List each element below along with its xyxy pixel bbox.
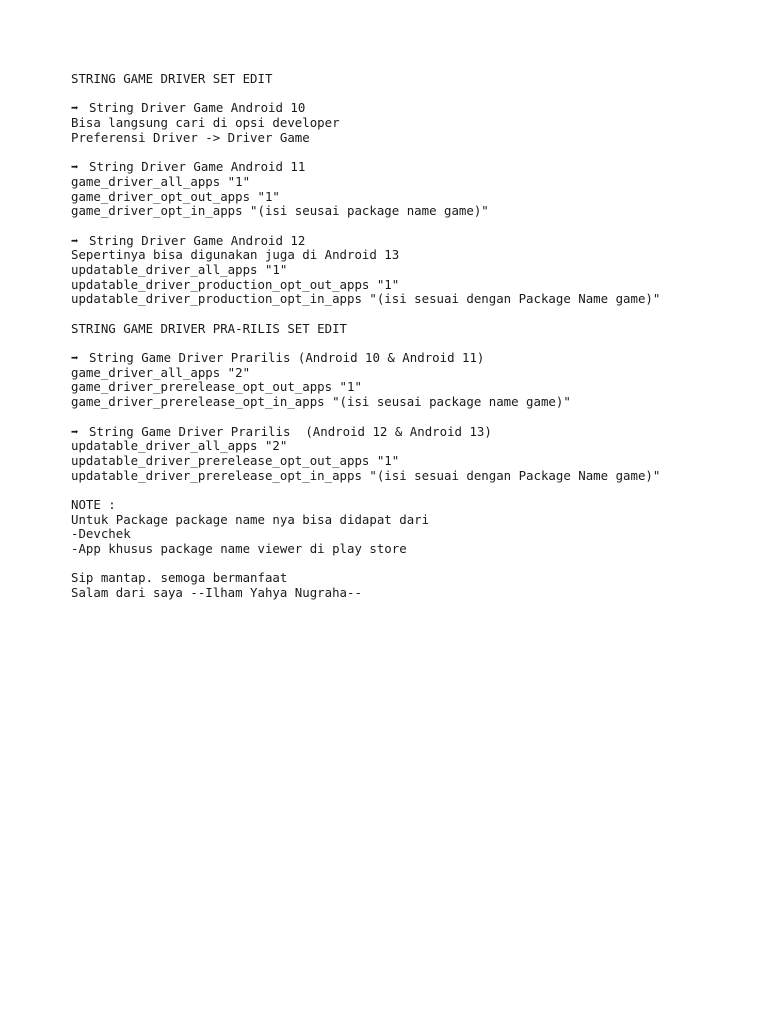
closing-line: Sip mantap. semoga bermanfaat — [71, 570, 288, 586]
section-title-set-edit: STRING GAME DRIVER SET EDIT — [71, 71, 273, 86]
heading-android-10 — [71, 101, 751, 116]
code-line: updatable_driver_production_opt_in_apps "(isi sesuai dengan Package Name game)" — [71, 291, 661, 307]
heading-prarilis-a10-a11 — [71, 351, 751, 366]
heading-prarilis-a10-a11-text: String Game Driver Prarilis (Android 10 & Android 11) — [89, 350, 485, 366]
text-line: Sepertinya bisa digunakan juga di Android 13 — [71, 247, 400, 263]
signature-line: Salam dari saya --Ilham Yahya Nugraha-- — [71, 585, 362, 601]
spacer — [71, 483, 751, 498]
code-line: updatable_driver_production_opt_out_apps "1" — [71, 276, 400, 292]
code-line: game_driver_all_apps "2" — [71, 364, 251, 380]
spacer — [71, 410, 751, 425]
note-line: Untuk Package package name nya bisa didapat dari — [71, 511, 430, 527]
code-line: game_driver_opt_in_apps "(isi seusai package name game)" — [71, 203, 489, 219]
code-line: game_driver_opt_out_apps "1" — [71, 188, 280, 204]
spacer — [71, 307, 751, 322]
heading-prarilis-a12-a13-text: String Game Driver Prarilis (Android 12 & Android 13) — [89, 423, 492, 439]
note-label: NOTE : — [71, 496, 116, 512]
spacer — [71, 557, 751, 572]
note-line: -App khusus package name viewer di play store — [71, 541, 407, 556]
section-title-prarilis: STRING GAME DRIVER PRA-RILIS SET EDIT — [71, 320, 348, 336]
text-line: Preferensi Driver -> Driver Game — [71, 129, 310, 145]
arrow-right-icon: ➡ — [71, 350, 79, 366]
code-line: game_driver_prerelease_opt_out_apps "1" — [71, 379, 362, 395]
code-line: updatable_driver_all_apps "1" — [71, 261, 288, 277]
note-line: -Devchek — [71, 526, 131, 542]
code-line: game_driver_prerelease_opt_in_apps "(isi seusai package name game)" — [71, 394, 571, 410]
heading-android-12-text: String Driver Game Android 12 — [89, 232, 306, 248]
arrow-right-icon: ➡ — [71, 423, 79, 439]
spacer — [71, 219, 751, 234]
code-line: updatable_driver_prerelease_opt_in_apps "(isi sesuai dengan Package Name game)" — [71, 467, 661, 483]
heading-android-10-text: String Driver Game Android 10 — [89, 100, 306, 116]
text-line: Bisa langsung cari di opsi developer — [71, 115, 340, 131]
arrow-right-icon: ➡ — [71, 159, 79, 175]
arrow-right-icon: ➡ — [71, 232, 79, 248]
spacer — [71, 87, 751, 102]
code-line: updatable_driver_all_apps "2" — [71, 438, 288, 454]
heading-android-12 — [71, 234, 751, 249]
spacer — [71, 145, 751, 160]
heading-android-11 — [71, 160, 751, 175]
heading-android-11-text: String Driver Game Android 11 — [89, 159, 306, 175]
arrow-right-icon: ➡ — [71, 100, 79, 116]
code-line: game_driver_all_apps "1" — [71, 173, 251, 189]
document-body — [71, 72, 751, 601]
heading-prarilis-a12-a13 — [71, 425, 751, 440]
spacer — [71, 336, 751, 351]
code-line: updatable_driver_prerelease_opt_out_apps "1" — [71, 452, 400, 468]
